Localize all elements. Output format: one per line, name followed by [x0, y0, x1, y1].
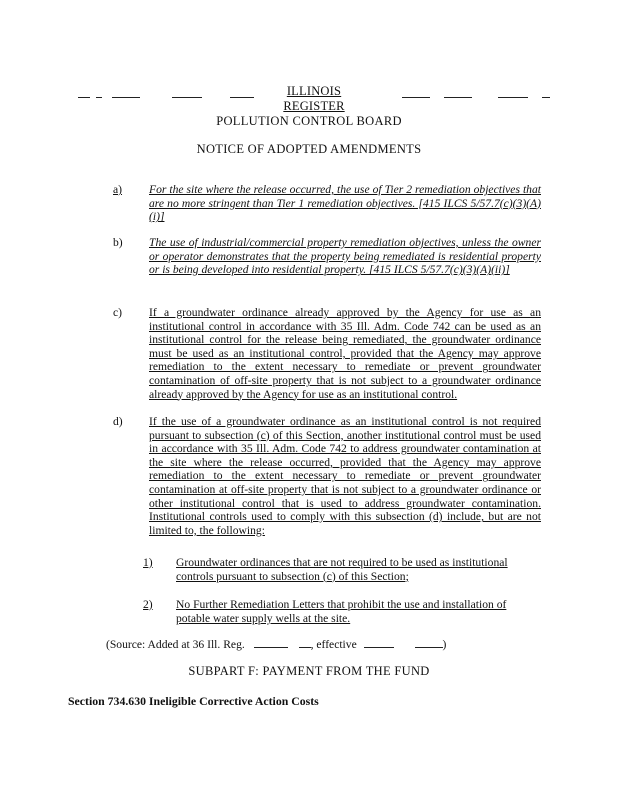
header-rule — [78, 97, 90, 98]
item-text: The use of industrial/commercial property remediation objectives, unless the owner or operator demonstrates that the property being remediated is residential property or is being developed into residential property. [415 ILCS 5/57.7(c)(3)(A)(ii)] — [149, 236, 541, 277]
header-rule — [172, 97, 202, 98]
notice-title: NOTICE OF ADOPTED AMENDMENTS — [196, 142, 422, 156]
header-rule — [402, 97, 430, 98]
header-rule — [542, 97, 550, 98]
blank-line — [254, 637, 288, 648]
header-rule — [112, 97, 140, 98]
source-middle: , effective — [310, 638, 357, 651]
register-header — [78, 84, 550, 113]
item-label: a) — [113, 183, 123, 196]
source-prefix: (Source: Added at 36 Ill. Reg. — [106, 638, 245, 651]
board-name: POLLUTION CONTROL BOARD — [216, 114, 402, 128]
source-note — [106, 637, 446, 651]
header-rule — [230, 97, 254, 98]
section-heading: Section 734.630 Ineligible Corrective Action Costs — [68, 694, 319, 708]
item-text: If a groundwater ordinance already approved by the Agency for use as an institutional control in accordance with 35 Ill. Adm. Code 742 can be used as an institutional control for the release being remediated, the groundwater ordinance must be used as an institutional control, provided that the Agency may approve remediation to the extent necessary to remediate or prevent groundwater contamination of off-site property that is not subject to a groundwater ordinance already approved by the Agency for use as an institutional control. — [149, 306, 541, 401]
subitem-label: 1) — [143, 556, 153, 569]
blank-line — [415, 637, 443, 648]
item-label: d) — [113, 415, 123, 428]
blank-line — [299, 637, 311, 648]
blank-line — [364, 637, 394, 648]
item-text: For the site where the release occurred, the use of Tier 2 remediation objectives that are no more stringent than Tier 1 remediation objectives. [415 ILCS 5/57.7(c)(3)(A)(i)] — [149, 183, 541, 224]
item-text: If the use of a groundwater ordinance as an institutional control is not required pursuant to subsection (c) of this Section, another institutional control must be used in accordance with 35 Ill. Adm. Code 742 to address groundwater contamination at the site where the release occurred, provided that the Agency may approve remediation to the extent necessary to remediate or prevent groundwater contamination at off-site property that is not subject to a groundwater ordinance or other institutional control that is used to address groundwater contamination. Institutional controls used to comply with this subsection (d) include, but are not limited to, the following: — [149, 415, 541, 537]
header-rule — [444, 97, 472, 98]
item-label: b) — [113, 236, 123, 249]
register-title: ILLINOIS REGISTER — [283, 84, 345, 113]
subpart-heading: SUBPART F: PAYMENT FROM THE FUND — [188, 664, 430, 678]
subitem-text: Groundwater ordinances that are not required to be used as institutional controls pursuant to subsection (c) of this Section; — [176, 556, 508, 583]
subitem-text: No Further Remediation Letters that prohibit the use and installation of potable water supply wells at the site. — [176, 598, 507, 625]
source-suffix: ) — [442, 638, 447, 651]
header-rule — [498, 97, 528, 98]
header-rule — [96, 97, 102, 98]
subitem-label: 2) — [143, 598, 153, 611]
item-label: c) — [113, 306, 123, 319]
